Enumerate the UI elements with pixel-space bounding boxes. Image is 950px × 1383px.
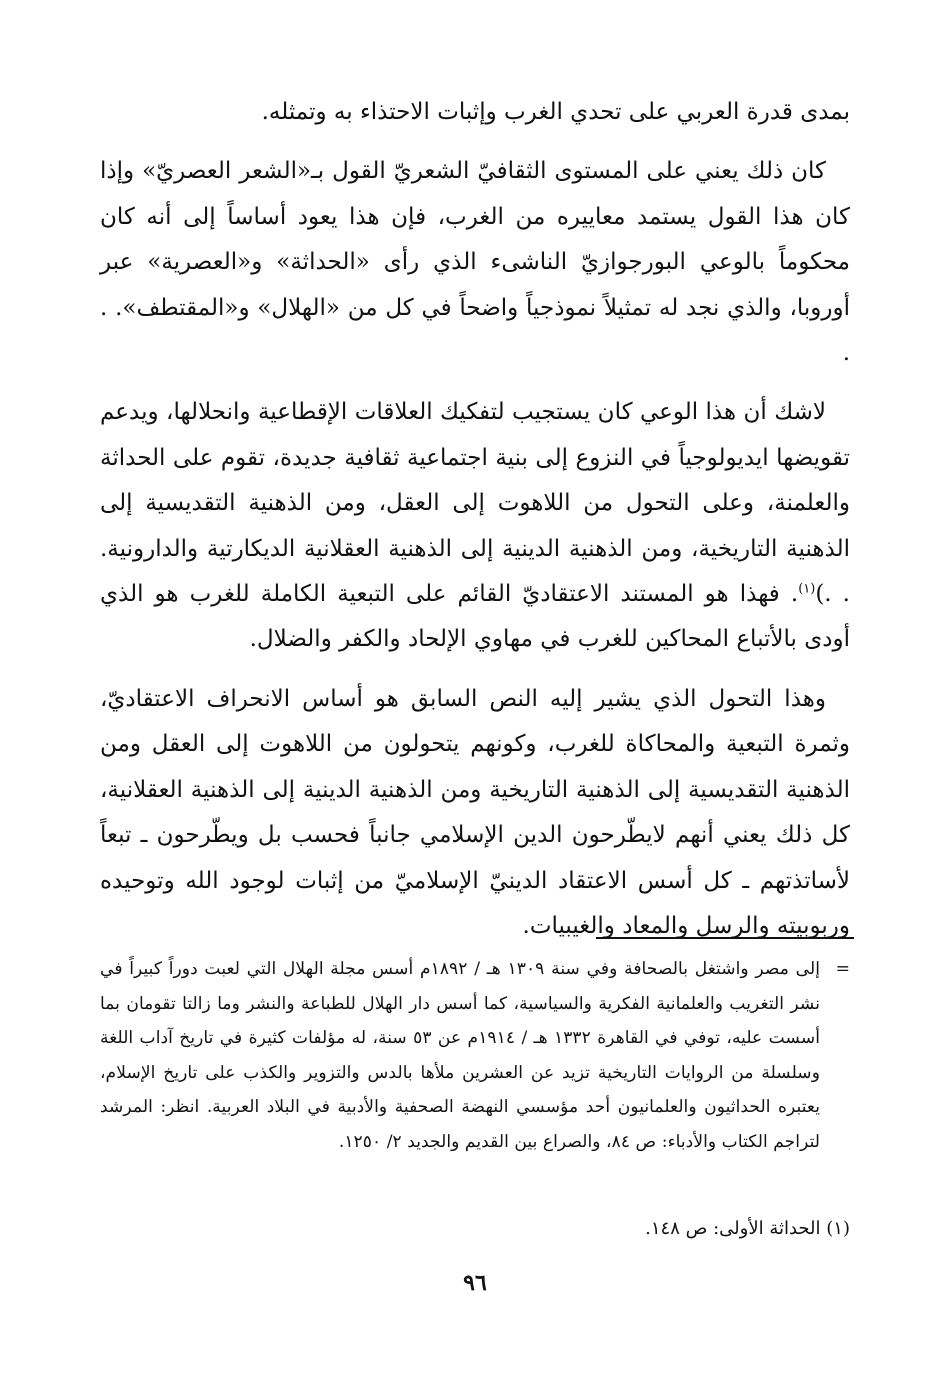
footnote-reference-1[interactable]: (١) [798,581,816,597]
paragraph-3 [100,390,850,662]
main-text [100,90,850,963]
footnote-1-marker: (١) [826,1218,850,1239]
footnote-continuation-text: إلى مصر واشتغل بالصحافة وفي سنة ١٣٠٩ هـ / ١٨٩٢م أسس مجلة الهلال التي لعبت دوراً كبيراً في نشر التغريب والعلمانية الفكرية والسياسية، كما أسس دار الهلال للطباعة والنشر وما زالتا تقومان بما أسست عليه، توفي في القاهرة ١٣٣٢ هـ / ١٩١٤م عن ٥٣ سنة، له مؤلفات كثيرة في تاريخ آداب اللغة وسلسلة من الروايات التاريخية تزيد عن العشرين ملأها بالدس والتزوير والكذب على تاريخ الإسلام، يعتبره الحداثيون والعلمانيون أحد مؤسسي النهضة الصحفية والأدبية في البلاد العربية. انظر: المرشد لتراجم الكتاب والأدباء: ص ٨٤، والصراع بين القديم والجديد ٢/ ١٢٥٠. [100,959,820,1152]
footnote-continuation [100,952,850,1159]
footnote-1 [100,1212,850,1246]
paragraph-3-before-ref: لاشك أن هذا الوعي كان يستجيب لتفكيك العلاقات الإقطاعية وانحلالها، ويدعم تقويضها ايديولوجياً في النزوع إلى بنية اجتماعية ثقافية جديدة، تقوم على الحداثة والعلمنة، وعلى التحول من اللاهوت إلى العقل، ومن الذهنية التقديسية إلى الذهنية التاريخية، ومن الذهنية الدينية إلى الذهنية العقلانية الديكارتية والدارونية. . .) [100,399,850,608]
paragraph-1: بمدى قدرة العربي على تحدي الغرب وإثبات الاحتذاء به وتمثله. [261,99,850,125]
footnotes [100,952,850,1159]
paragraph-2: كان ذلك يعني على المستوى الثقافيّ الشعريّ القول بـ«الشعر العصريّ» وإذا كان هذا القول يستمد معاييره من الغرب، فإن هذا يعود أساساً إلى أنه كان محكوماً بالوعي البورجوازيّ الناشىء الذي رأى «الحداثة» و«العصرية» عبر أوروبا، والذي نجد له تمثيلاً نموذجياً واضحاً في كل من «الهلال» و«المقتطف». . . [100,158,850,367]
footnote-separator [596,937,854,939]
footnote-1-text: الحداثة الأولى: ص ١٤٨. [645,1218,821,1239]
footnote-continuation-marker: = [835,959,850,979]
paragraph-4: وهذا التحول الذي يشير إليه النص السابق هو أساس الانحراف الاعتقاديّ، وثمرة التبعية والمحاكاة للغرب، وكونهم يتحولون من اللاهوت إلى العقل ومن الذهنية التقديسية إلى الذهنية التاريخية ومن الذهنية الدينية إلى الذهنية العقلانية، كل ذلك يعني أنهم لايطّرحون الدين الإسلامي جانباً فحسب بل ويطّرحون ـ تبعاً لأساتذتهم ـ كل أسس الاعتقاد الدينيّ الإسلاميّ من إثبات لوجود الله وتوحيده وربوبيته والرسل والمعاد والغيبيات. [100,685,850,939]
paragraph-3-after-ref: . فهذا هو المستند الاعتقاديّ القائم على التبعية الكاملة للغرب هو الذي أودى بالأتباع المحاكين للغرب في مهاوي الإلحاد والكفر والضلال. [100,581,850,653]
page-number: ٩٦ [463,1270,487,1296]
